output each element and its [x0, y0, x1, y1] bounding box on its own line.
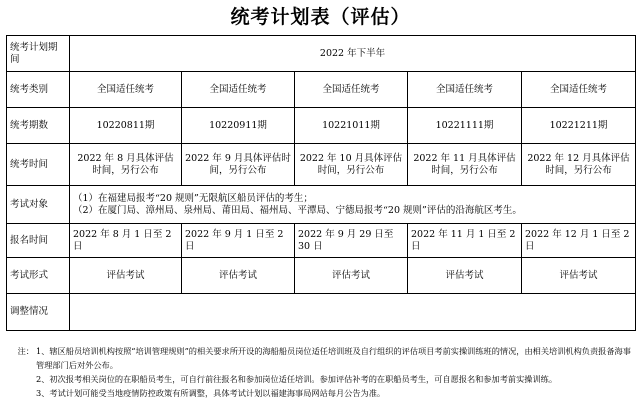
- target-row: [7, 186, 636, 224]
- notes-section: [6, 344, 635, 400]
- format-cell: 评估考试: [522, 258, 636, 294]
- note-item: [6, 386, 635, 400]
- target-cell: [70, 186, 636, 224]
- category-cell: 全国适任统考: [522, 72, 636, 108]
- exam-time-cell: 2022 年 10 月具体评估时间，另行公布: [295, 144, 408, 186]
- category-cell: 全国适任统考: [295, 72, 408, 108]
- page-title: 统考计划表（评估）: [230, 6, 411, 28]
- signup-time-row: [7, 224, 636, 258]
- period-value: 2022 年下半年: [70, 36, 636, 72]
- note-text: 2、初次报考相关岗位的在职船员考生，可自行前往报名和参加岗位适任培训。参加评估补考的在职船员考生，可自愿报名和参加考前实操训练。: [36, 374, 558, 384]
- adjust-cell: [70, 294, 636, 331]
- exam-time-cell: 2022 年 11 月具体评估时间，另行公布: [408, 144, 522, 186]
- exam-no-label: 统考期数: [7, 108, 70, 144]
- target-line: （2）在厦门局、漳州局、泉州局、莆田局、福州局、平潭局、宁德局报考“20 规则”评估的沿海航区考生。: [73, 204, 522, 216]
- signup-time-cell: 2022 年 9 月 29 日至 30 日: [295, 224, 408, 258]
- signup-time-cell: 2022 年 12 月 1 日至 2 日: [522, 224, 636, 258]
- exam-no-cell: 10221211期: [522, 108, 636, 144]
- exam-no-cell: 10220811期: [70, 108, 182, 144]
- target-line: （1）在福建局报考“20 规则”无限航区船员评估的考生；: [73, 192, 313, 204]
- signup-time-cell: 2022 年 11 月 1 日至 2 日: [408, 224, 522, 258]
- exam-plan-table: [6, 35, 636, 331]
- signup-time-cell: 2022 年 9 月 1 日至 2 日: [182, 224, 295, 258]
- exam-time-label: 统考时间: [7, 144, 70, 186]
- notes-prefix: 注：: [17, 346, 34, 356]
- note-item: [6, 344, 635, 372]
- note-text: 3、考试计划可能受当地疫情防控政策有所调整，具体考试计划以福建海事局网站每月公告为准。: [36, 388, 386, 398]
- format-cell: 评估考试: [295, 258, 408, 294]
- exam-time-cell: 2022 年 9 月具体评估时间，另行公布: [182, 144, 295, 186]
- exam-time-row: [7, 144, 636, 186]
- exam-no-cell: 10221011期: [295, 108, 408, 144]
- adjust-row: [7, 294, 636, 331]
- category-row: [7, 72, 636, 108]
- format-cell: 评估考试: [408, 258, 522, 294]
- note-text: 1、辖区船员培训机构按照“培训管理规则”的相关要求所开设的海船船员岗位适任培训班及自行组织的评估项目考前实操训练班的情况，由相关培训机构负责报备海事管理部门后对外公布。: [36, 346, 631, 370]
- category-label: 统考类别: [7, 72, 70, 108]
- target-label: 考试对象: [7, 186, 70, 224]
- period-row: [7, 36, 636, 72]
- period-label: 统考计划期间: [7, 36, 70, 72]
- exam-no-cell: 10220911期: [182, 108, 295, 144]
- format-label: 考试形式: [7, 258, 70, 294]
- category-cell: 全国适任统考: [70, 72, 182, 108]
- category-cell: 全国适任统考: [408, 72, 522, 108]
- format-row: [7, 258, 636, 294]
- exam-time-cell: 2022 年 12 月具体评估时间，另行公布: [522, 144, 636, 186]
- note-item: [6, 372, 635, 386]
- adjust-label: 调整情况: [7, 294, 70, 331]
- exam-no-row: [7, 108, 636, 144]
- exam-no-cell: 10221111期: [408, 108, 522, 144]
- exam-time-cell: 2022 年 8 月具体评估时间，另行公布: [70, 144, 182, 186]
- signup-time-label: 报名时间: [7, 224, 70, 258]
- signup-time-cell: 2022 年 8 月 1 日至 2 日: [70, 224, 182, 258]
- format-cell: 评估考试: [182, 258, 295, 294]
- format-cell: 评估考试: [70, 258, 182, 294]
- category-cell: 全国适任统考: [182, 72, 295, 108]
